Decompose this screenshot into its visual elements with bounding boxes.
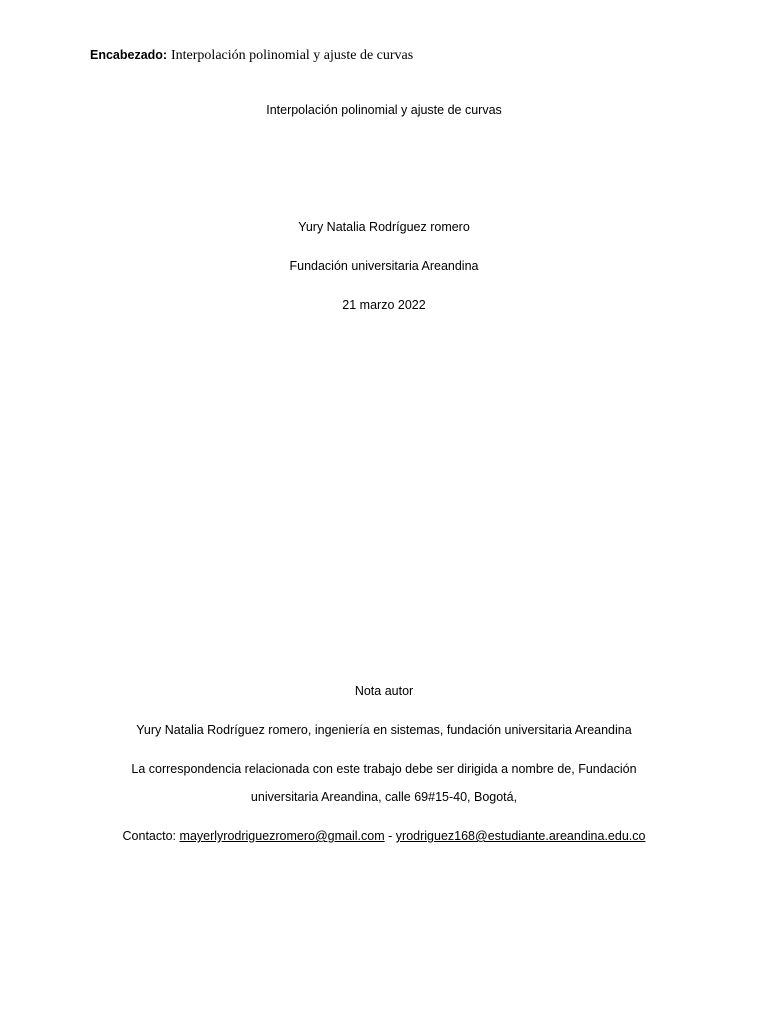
correspondence-line-2: universitaria Areandina, calle 69#15-40, Bogotá, xyxy=(250,790,518,804)
page-header xyxy=(90,46,413,64)
author-affiliation: Yury Natalia Rodríguez romero, ingeniería en sistemas, fundación universitaria Areandina xyxy=(136,723,632,737)
email-link-institutional[interactable]: yrodriguez168@estudiante.areandina.edu.co xyxy=(395,829,646,843)
email-separator: - xyxy=(388,829,393,843)
author-name: Yury Natalia Rodríguez romero xyxy=(298,220,470,234)
institution-name: Fundación universitaria Areandina xyxy=(289,259,479,273)
contact-label: Contacto: xyxy=(122,829,177,843)
contact-line xyxy=(0,829,768,843)
header-running-title: Interpolación polinomial y ajuste de curvas xyxy=(171,48,414,63)
correspondence-line-1: La correspondencia relacionada con este trabajo debe ser dirigida a nombre de, Fundación xyxy=(131,762,637,776)
document-title: Interpolación polinomial y ajuste de curvas xyxy=(266,103,502,117)
email-link-personal[interactable]: mayerlyrodriguezromero@gmail.com xyxy=(179,829,385,843)
header-label: Encabezado: xyxy=(90,48,168,62)
document-date: 21 marzo 2022 xyxy=(342,298,426,312)
author-note-title: Nota autor xyxy=(354,684,414,698)
